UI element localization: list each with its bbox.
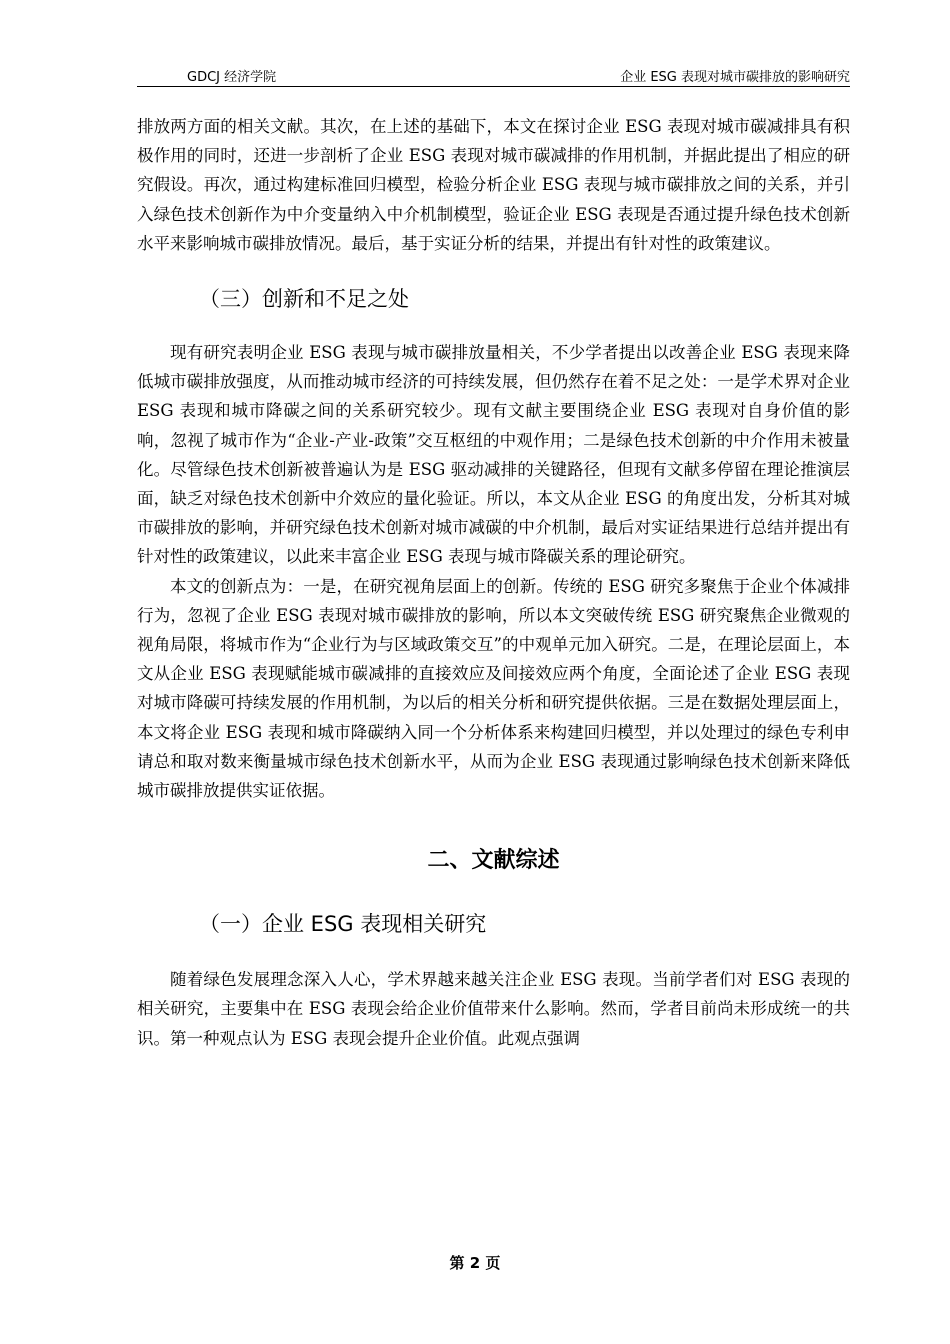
- paragraph-esg-research: 随着绿色发展理念深入人心，学术界越来越关注企业 ESG 表现。当前学者们对 ESG 表现的相关研究，主要集中在 ESG 表现会给企业价值带来什么影响。然而，学者目前尚未形成统一的共识。第一种观点认为 ESG 表现会提升企业价值。此观点强调: [137, 970, 850, 1048]
- page-header: [137, 62, 850, 87]
- paragraph-shortcomings: 现有研究表明企业 ESG 表现与城市碳排放量相关，不少学者提出以改善企业 ESG 表现来降低城市碳排放强度，从而推动城市经济的可持续发展，但仍然存在着不足之处：一是学术界对企业 ESG 表现和城市降碳之间的关系研究较少。现有文献主要围绕企业 ESG 表现对自身价值的影响，忽视了城市作为“企业-产业-政策”交互枢纽的中观作用；二是绿色技术创新的中介作用未被量化。尽管绿色技术创新被普遍认为是 ESG 驱动减排的关键路径，但现有文献多停留在理论推演层面，缺乏对绿色技术创新中介效应的量化验证。所以，本文从企业 ESG 的角度出发，分析其对城市碳排放的影响，并研究绿色技术创新对城市减碳的中介机制，最后对实证结果进行总结并提出有针对性的政策建议，以此来丰富企业 ESG 表现与城市降碳关系的理论研究。: [137, 343, 850, 567]
- page-number: 第 2 页: [449, 1254, 501, 1272]
- chapter-heading-literature-review: 二、文献综述: [427, 848, 560, 874]
- paragraph-innovation-points: 本文的创新点为：一是，在研究视角层面上的创新。传统的 ESG 研究多聚焦于企业个体减排行为，忽视了企业 ESG 表现对城市碳排放的影响，所以本文突破传统 ESG 研究聚焦企业微观的视角局限，将城市作为“企业行为与区域政策交互”的中观单元加入研究。二是，在理论层面上，本文从企业 ESG 表现赋能城市碳减排的直接效应及间接效应两个角度，全面论述了企业 ESG 表现对城市降碳可持续发展的作用机制，为以后的相关分析和研究提供依据。三是在数据处理层面上，本文将企业 ESG 表现和城市降碳纳入同一个分析体系来构建回归模型，并以处理过的绿色专利申请总和取对数来衡量城市绿色技术创新水平，从而为企业 ESG 表现通过影响绿色技术创新来降低城市碳排放提供实证依据。: [137, 576, 850, 801]
- header-right-text: 企业 ESG 表现对城市碳排放的影响研究: [620, 70, 850, 85]
- paragraph-continuation: 排放两方面的相关文献。其次，在上述的基础下，本文在探讨企业 ESG 表现对城市碳减排具有积极作用的同时，还进一步剖析了企业 ESG 表现对城市碳减排的作用机制，并据此提出了相应的研究假设。再次，通过构建标准回归模型，检验分析企业 ESG 表现与城市碳排放之间的关系，并引入绿色技术创新作为中介变量纳入中介机制模型，验证企业 ESG 表现是否通过提升绿色技术创新水平来影响城市碳排放情况。最后，基于实证分析的结果，并提出有针对性的政策建议。: [137, 117, 850, 253]
- document-body: [137, 112, 850, 1053]
- section-heading-innovation: （三）创新和不足之处: [199, 287, 409, 312]
- header-left-text: GDCJ 经济学院: [187, 70, 277, 85]
- section-heading-esg-research: （一）企业 ESG 表现相关研究: [199, 912, 487, 937]
